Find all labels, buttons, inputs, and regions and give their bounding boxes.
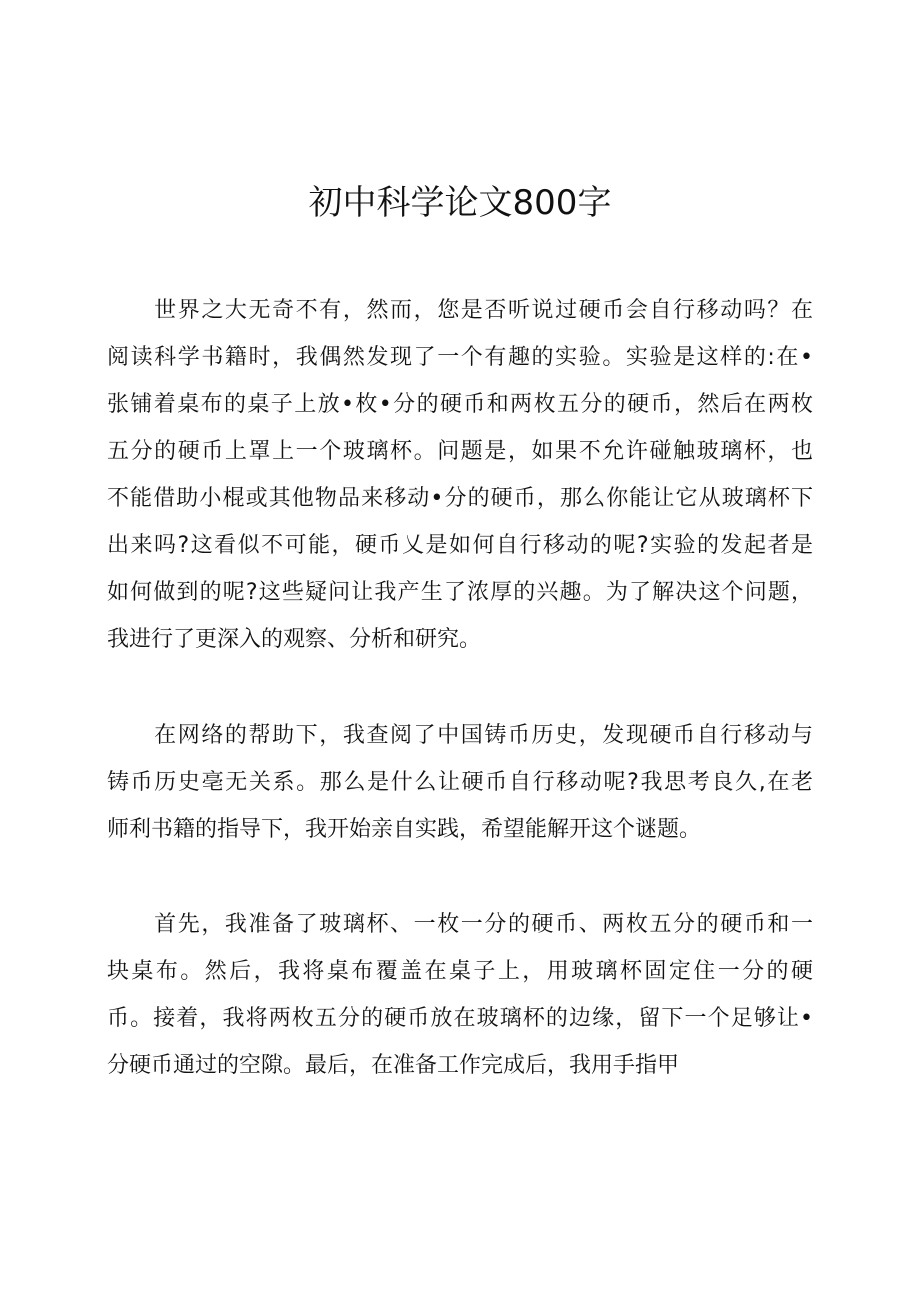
paragraph-line: 在网络的帮助下，我查阅了中国铸币历史，发现硬币自行移动与 — [107, 723, 813, 748]
paragraph-line: 出来吗?这看似不可能，硬币乂是如何自行移动的呢?实验的发起者是 — [107, 533, 813, 558]
paragraph-line: 不能借助小棍或其他物品来移动•分的硬币，那么你能让它从玻璃杯下 — [107, 486, 813, 511]
paragraph-1 — [107, 287, 813, 663]
paragraph-line: 首先，我准备了玻璃杯、一枚一分的硬币、两枚五分的硬币和一 — [107, 912, 813, 937]
paragraph-line: 分硬币通过的空隙。最后，在准备工作完成后，我用手指甲 — [107, 1053, 680, 1078]
paragraph-line: 张铺着桌布的桌子上放•枚•分的硬币和两枚五分的硬币，然后在两枚 — [107, 392, 813, 417]
paragraph-line: 世界之大无奇不有，然而，您是否听说过硬币会自行移动吗？在 — [107, 298, 813, 323]
paragraph-2 — [107, 712, 813, 853]
paragraph-line: 师利书籍的指导下，我开始亲自实践，希望能解开这个谜题。 — [107, 817, 702, 842]
paragraph-line: 铸币历史亳无关系。那么是什么让硬币自行移动呢?我思考良久,在老 — [107, 770, 813, 795]
page-title: 初中科学论文800字 — [308, 183, 612, 223]
paragraph-3 — [107, 901, 813, 1089]
paragraph-line: 阅读科学书籍时，我偶然发现了一个有趣的实验。实验是这样的:在• — [107, 345, 813, 370]
paragraph-line: 币。接着，我将两枚五分的硬币放在玻璃杯的边缘，留下一个足够让• — [107, 1006, 813, 1031]
paragraph-line: 我进行了更深入的观察、分析和研究。 — [107, 627, 482, 652]
paragraph-line: 如何做到的呢?这些疑问让我产生了浓厚的兴趣。为了解决这个问题， — [107, 580, 813, 605]
paragraph-line: 五分的硬币上罩上一个玻璃杯。问题是，如果不允许碰触玻璃杯，也 — [107, 439, 813, 464]
paragraph-line: 块桌布。然后，我将桌布覆盖在桌子上，用玻璃杯固定住一分的硬 — [107, 959, 813, 984]
